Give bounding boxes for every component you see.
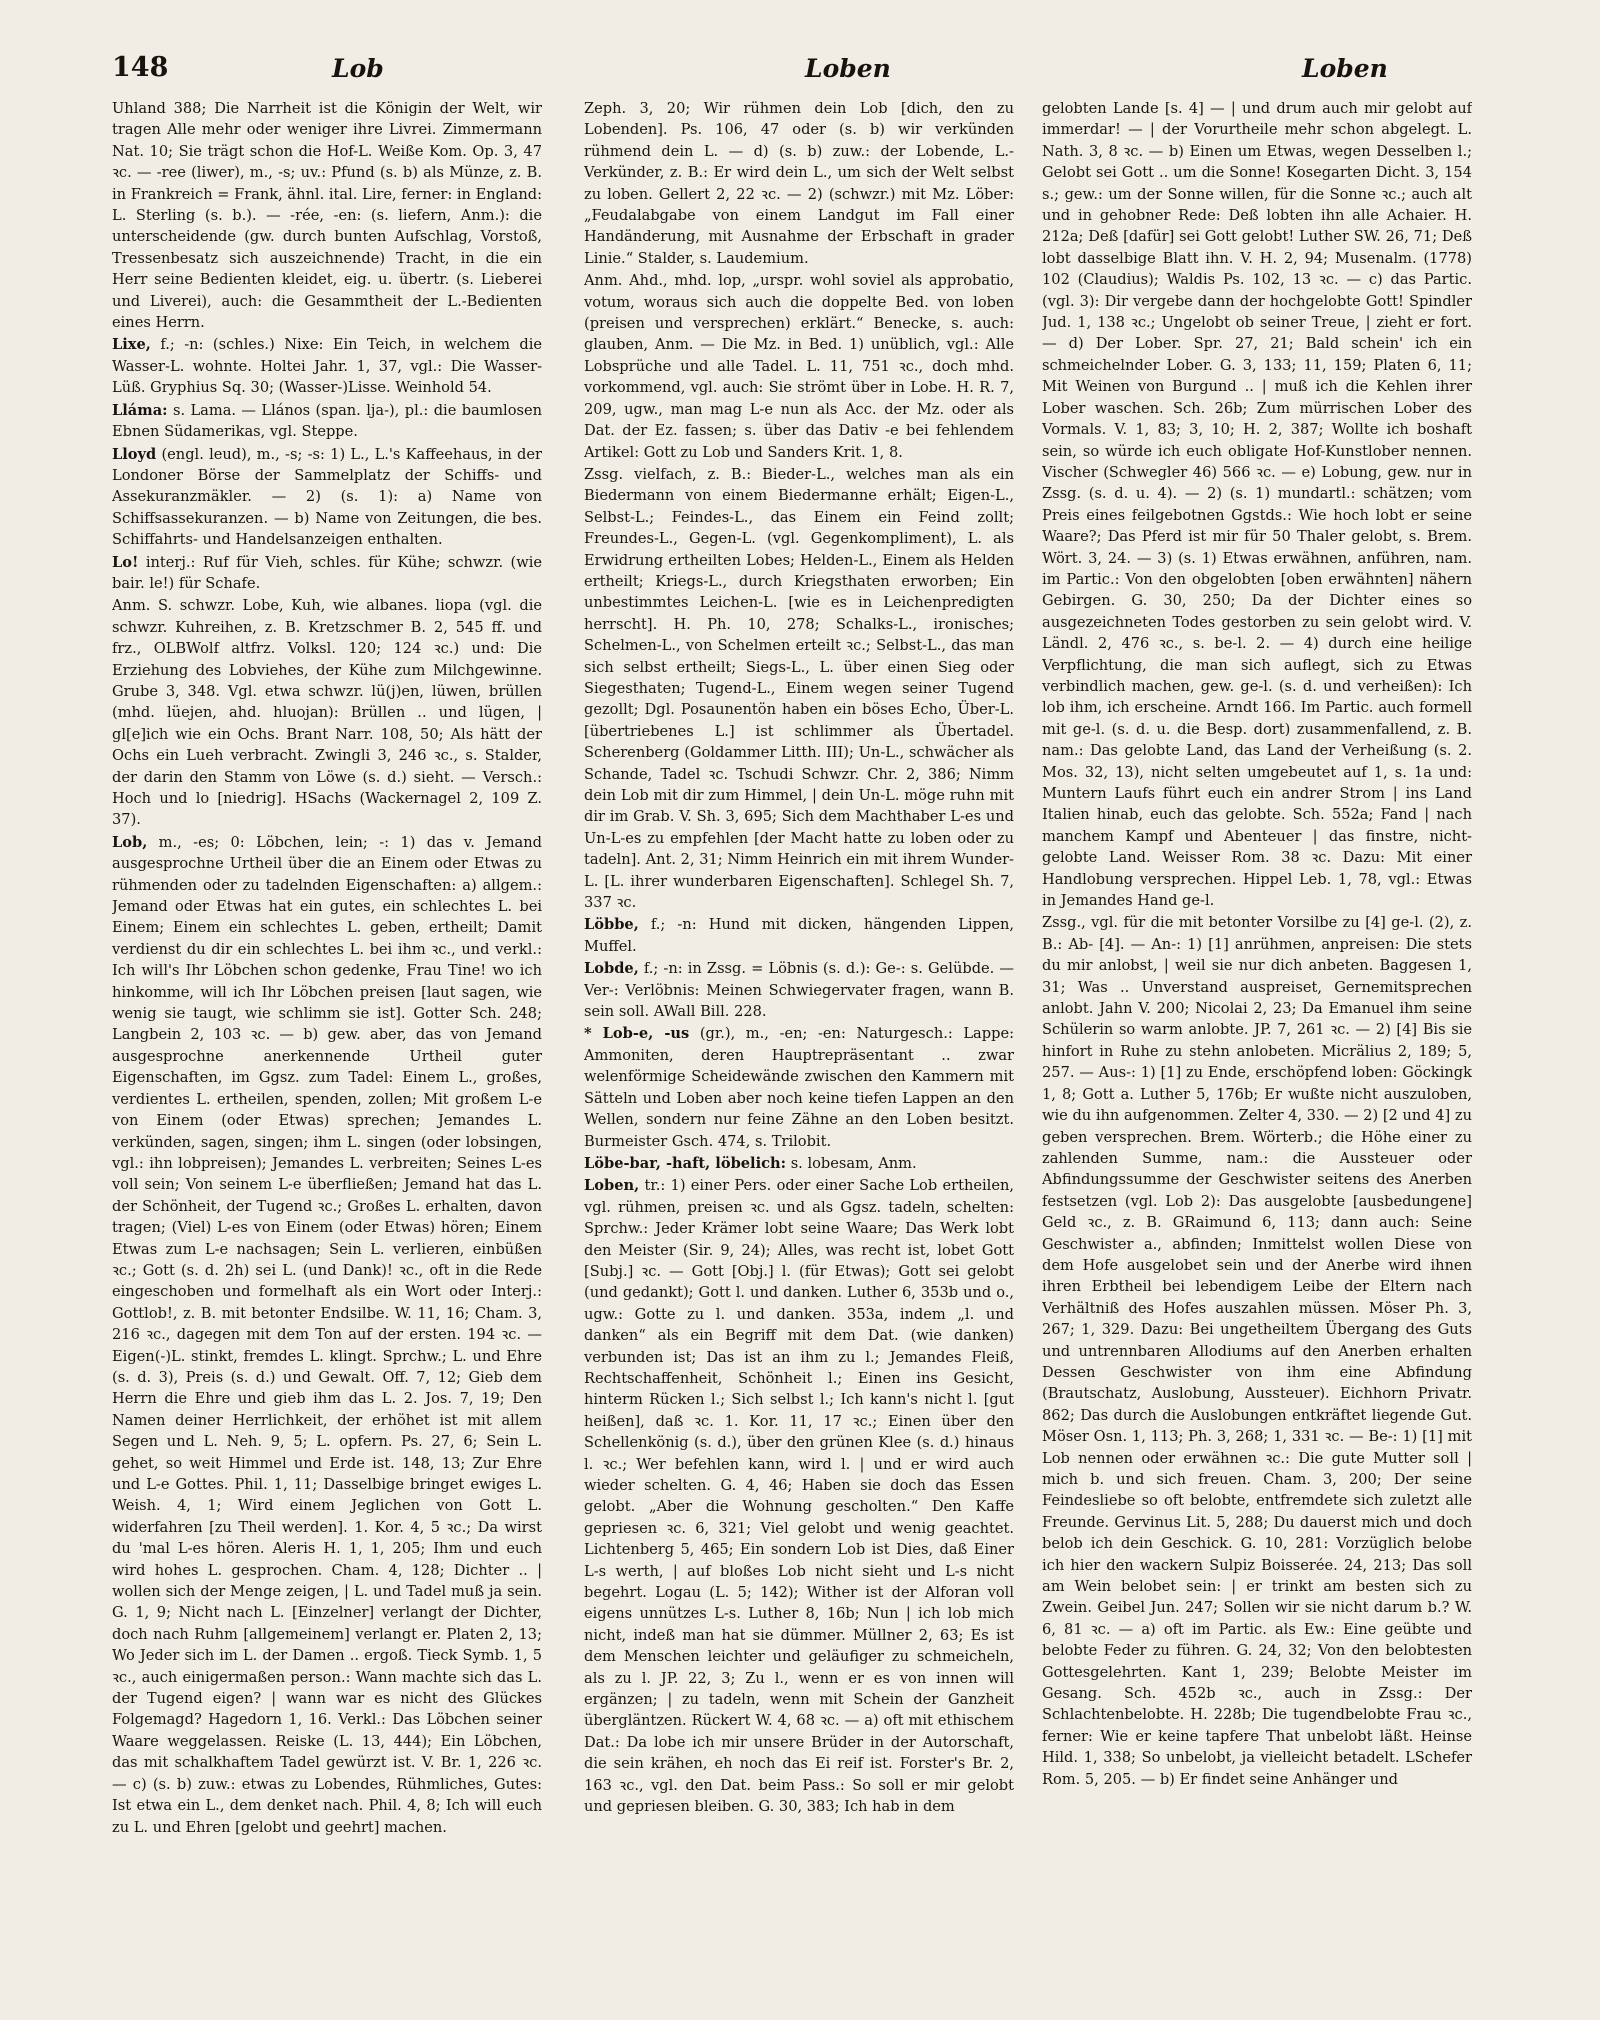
entry-lemma: Löbe-bar, -haft, löbelich: — [584, 1154, 787, 1172]
entry-text: f.; -n: in Zssg. = Löbnis (s. d.): Ge-: s. Gelübde. — Ver-: Verlöbnis: Meinen Schwiegervater fragen, wann B. sein soll. AWall Bill. 228. — [584, 960, 1014, 1021]
text-column-3 — [1042, 98, 1472, 1978]
running-headword-left: Lob — [332, 54, 384, 83]
dictionary-entry — [112, 832, 542, 1838]
dictionary-entry — [584, 98, 1014, 269]
entry-lemma: Lobde, — [584, 960, 639, 978]
entry-lemma: Lláma: — [112, 401, 168, 419]
dictionary-entry — [112, 334, 542, 398]
dictionary-entry — [1042, 912, 1472, 1790]
running-headword-center: Loben — [805, 54, 891, 83]
running-headword-right: Loben — [1302, 54, 1388, 83]
dictionary-entry — [112, 400, 542, 443]
dictionary-entry — [584, 270, 1014, 463]
entry-lemma: Lloyd — [112, 445, 157, 463]
entry-lemma: Löbbe, — [584, 916, 639, 934]
entry-text: f.; -n: (schles.) Nixe: Ein Teich, in welchem die Wasser-L. wohnte. Holtei Jahr. 1, 37, vgl.: Die Wasser-Lüß. Gryphius Sq. 30; (Wasser-)Lisse. Weinhold 54. — [112, 336, 542, 397]
entry-lemma: Lo! — [112, 553, 139, 571]
dictionary-entry — [584, 958, 1014, 1022]
dictionary-entry — [584, 914, 1014, 957]
dictionary-entry — [584, 1175, 1014, 1817]
text-column-2 — [584, 98, 1014, 1978]
entry-text: Anm. S. schwzr. Lobe, Kuh, wie albanes. liopa (vgl. die schwzr. Kuhreihen, z. B. Kretzschmer B. 2, 545 ff. und frz., OLBWolf altfrz. Volksl. 120; 124 ꝛc.) und: Die Erziehung des Lobviehes, der Kühe zum Milchgewinne. Grube 3, 348. Vgl. etwa schwzr. lü(j)en, lüwen, brüllen (mhd. lüejen, ahd. hluojan): Brüllen .. und lügen, | gl[e]ich wie ein Ochs. Brant Narr. 108, 50; Als hätt der Ochs ein Lueh verbracht. Zwingli 3, 246 ꝛc., s. Stalder, der darin den Stamm von Löwe (s. d.) sieht. — Versch.: Hoch und lo [niedrig]. HSachs (Wackernagel 2, 109 Z. 37). — [112, 597, 542, 829]
entry-text: (gr.), m., -en; -en: Naturgesch.: Lappe: Ammoniten, deren Hauptrepräsentant .. zwar welenförmige Scheidewände zwischen den Kammern mit Sätteln und Loben aber noch keine tiefen Lappen an den Wellen, sondern nur feine Zähne an den Loben besitzt. Burmeister Gsch. 474, s. Trilobit. — [584, 1025, 1014, 1150]
entry-lemma: Loben, — [584, 1177, 640, 1195]
entry-text: gelobten Lande [s. 4] — | und drum auch mir gelobt auf immerdar! — | der Vorurtheile mehr schon abgelegt. L. Nath. 3, 8 ꝛc. — b) Einen um Etwas, wegen Desselben l.; Gelobt sei Gott .. um die Sonne! Kosegarten Dicht. 3, 154 s.; gew.: um der Sonne willen, für die Sonne ꝛc.; auch alt und in gehobner Rede: Deß lobten ihn alle Achaier. H. 212a; Deß [dafür] sei Gott gelobt! Luther SW. 26, 71; Deß lobt dasselbige Blatt ihn. V. H. 2, 94; Musenalm. (1778) 102 (Claudius); Waldis Ps. 102, 13 ꝛc. — c) das Partic. (vgl. 3): Dir vergebe dann der hochgelobte Gott! Spindler Jud. 1, 138 ꝛc.; Ungelobt ob seiner Treue, | zieht er fort. — d) Der Lober. Spr. 27, 21; Bald schein' ich ein schmeichelnder Lober. G. 3, 133; 11, 159; Platen 6, 11; Mit Weinen von Burgund .. | muß ich die Kehlen ihrer Lober waschen. Sch. 26b; Zum mürrischen Lober des Vormals. V. 1, 83; 3, 10; H. 2, 387; Wollte ich boshaft sein, so würde ich euch obligate Hof-Kunstlober nennen. Vischer (Schwegler 46) 566 ꝛc. — e) Lobung, gew. nur in Zssg. (s. d. u. 4). — 2) (s. 1) mundartl.: schätzen; vom Preis eines feilgebotnen Ggstds.: Wie hoch lobt er seine Waare?; Das Pferd ist mir für 50 Thaler gelobt, s. Brem. Wört. 3, 24. — 3) (s. 1) Etwas erwähnen, anführen, nam. im Partic.: Von den obgelobten [oben erwähnten] nähern Gebirgen. G. 30, 250; Da der Dichter eines so ausgezeichneten Todes gestorben zu sein gelobt wird. V. Ländl. 2, 476 ꝛc., s. be-l. 2. — 4) durch eine heilige Verpflichtung, die man sich auflegt, sich zu Etwas verbindlich machen, gew. ge-l. (s. d. und verheißen): Ich lob ihm, ich erscheine. Arndt 166. Im Partic. auch formell mit ge-l. (s. d. u. die Besp. dort) zusammenfallend, z. B. nam.: Das gelobte Land, das Land der Verheißung (s. 2. Mos. 32, 13), nicht selten umgebeutet auf 1, s. 1a und: Muntern Laufs führt euch ein andrer Strom | ins Land Italien hinab, euch das gelobte. Sch. 552a; Fand | nach manchem Kampf und Abenteuer | das finstre, nicht-gelobte Land. Weisser Rom. 38 ꝛc. Dazu: Mit einer Handlobung versprechen. Hippel Leb. 1, 78, vgl.: Etwas in Jemandes Hand ge-l. — [1042, 100, 1472, 910]
entry-lemma: * Lob-e, -us — [584, 1025, 690, 1043]
dictionary-entry — [584, 464, 1014, 914]
entry-lemma: Lixe, — [112, 336, 151, 354]
entry-text: Zeph. 3, 20; Wir rühmen dein Lob [dich, den zu Lobenden]. Ps. 106, 47 oder (s. b) wir verkünden rühmend dein L. — d) (s. b) zuw.: der Lobende, L.-Verkünder, z. B.: Er wird dein L., um sich der Welt selbst zu loben. Gellert 2, 22 ꝛc. — 2) (schwzr.) mit Mz. Löber: „Feudalabgabe von einem Landgut im Fall einer Handänderung, mit Ausnahme der Erbschaft in grader Linie.“ Stalder, s. Laudemium. — [584, 100, 1014, 267]
dictionary-entry — [112, 444, 542, 551]
dictionary-entry — [112, 595, 542, 830]
entry-text: Anm. Ahd., mhd. lop, „urspr. wohl soviel als approbatio, votum, woraus sich auch die doppelte Bed. von loben (preisen und versprechen) erklärt.“ Benecke, s. auch: glauben, Anm. — Die Mz. in Bed. 1) unüblich, vgl.: Alle Lobsprüche und alle Tadel. L. 11, 751 ꝛc., doch mhd. vorkommend, vgl. auch: Sie strömt über in Lobe. H. R. 7, 209, ugw., man mag L-e nun als Acc. der Mz. oder als Dat. der Ez. fassen; s. über das Dativ -e bei fehlendem Artikel: Gott zu Lob und Sanders Krit. 1, 8. — [584, 272, 1014, 461]
dictionary-entry — [584, 1023, 1014, 1151]
page-number: 148 — [112, 52, 169, 83]
dictionary-entry — [112, 98, 542, 333]
page-header — [112, 52, 1467, 92]
dictionary-entry — [1042, 98, 1472, 911]
entry-text: s. lobesam, Anm. — [790, 1154, 917, 1172]
entry-text: interj.: Ruf für Vieh, schles. für Kühe; schwzr. (wie bair. le!) für Schafe. — [112, 553, 542, 592]
entry-text: tr.: 1) einer Pers. oder einer Sache Lob ertheilen, vgl. rühmen, preisen ꝛc. und als Ggsz. tadeln, schelten: Sprchw.: Jeder Krämer lobt seine Waare; Das Werk lobt den Meister (Sir. 9, 24); Alles, was recht ist, lobet Gott [Subj.] ꝛc. — Gott [Obj.] l. (für Etwas); Gott sei gelobt (und gedankt); Gott l. und danken. Luther 6, 353b und o., ugw.: Gotte zu l. und danken. 353a, indem „l. und danken“ als ein Begriff mit dem Dat. (wie danken) verbunden ist; Das ist an ihm zu l.; Jemandes Fleiß, Rechtschaffenheit, Schönheit l.; Einen ins Gesicht, hinterm Rücken l.; Sich selbst l.; Ich kann's nicht l. [gut heißen], daß ꝛc. 1. Kor. 11, 17 ꝛc.; Einen über den Schellenkönig (s. d.), über den grünen Klee (s. d.) hinaus l. ꝛc.; Wer befehlen kann, wird l. | und er wird auch wieder schelten. G. 4, 46; Haben sie doch das Essen gelobt. „Aber die Wohnung gescholten.“ Den Kaffe gepriesen ꝛc. 6, 321; Viel gelobt und wenig geachtet. Lichtenberg 5, 465; Ein sondern Lob ist Dies, daß Einer L-s werth, | auf bloßes Lob nicht sieht und L-s nicht begehrt. Logau (L. 5; 142); Wither ist der Alforan voll eigens unnützes L-s. Luther 8, 16b; Nun | ich lob mich nicht, indeß man hat sie dümmer. Müllner 2, 63; Es ist dem Menschen leichter und geläufiger zu schmeicheln, als zu l. JP. 22, 3; Zu l., wenn er es von innen will ergänzen; | zu tadeln, wenn mit Schein der Ganzheit übergläntzen. Rückert W. 4, 68 ꝛc. — a) oft mit ethischem Dat.: Da lobe ich mir unsere Brüder in der Autorschaft, die sein krähen, eh noch das Ei reif ist. Forster's Br. 2, 163 ꝛc., vgl. den Dat. beim Pass.: So soll er mir gelobt und gepriesen bleiben. G. 30, 383; Ich hab in dem — [584, 1177, 1014, 1816]
entry-text: f.; -n: Hund mit dicken, hängenden Lippen, Muffel. — [584, 916, 1014, 955]
entry-text: (engl. leud), m., -s; -s: 1) L., L.'s Kaffeehaus, in der Londoner Börse der Sammelplatz der Schiffs- und Assekuranzmäkler. — 2) (s. 1): a) Name von Schiffsassekuranzen. — b) Name von Zeitungen, die bes. Schiffahrts- und Handelsanzeigen enthalten. — [112, 445, 542, 549]
entry-lemma: Lob, — [112, 833, 148, 851]
entry-text: Uhland 388; Die Narrheit ist die Königin der Welt, wir tragen Alle mehr oder weniger ihre Livrei. Zimmermann Nat. 10; Sie trägt schon die Hof-L. Weiße Kom. Op. 3, 47 ꝛc. — -ree (liwer), m., -s; uv.: Pfund (s. b) als Münze, z. B. in Frankreich = Frank, ähnl. ital. Lire, ferner: in England: L. Sterling (s. b.). — -rée, -en: (s. liefern, Anm.): die unterscheidende (gw. durch bunten Aufschlag, Vorstoß, Tressenbesatz sich auszeichnende) Tracht, in die ein Herr seine Bedienten kleidet, eig. u. übertr. (s. Lieberei und Liverei), auch: die Gesammtheit der L.-Bedienten eines Herrn. — [112, 100, 542, 332]
text-column-1 — [112, 98, 542, 1978]
dictionary-entry — [584, 1153, 1014, 1174]
entry-text: Zssg. vielfach, z. B.: Bieder-L., welches man als ein Biedermann von einem Biedermanne erhält; Eigen-L., Selbst-L.; Feindes-L., das Einem ein Feind zollt; Freundes-L., Gegen-L. (vgl. Gegenkompliment), L. als Erwidrung ertheilten Lobes; Helden-L., Einem als Helden ertheilt; Kriegs-L., durch Kriegsthaten erworben; Ein unbestimmtes Leichen-L. [wie es in Leichenpredigten herrscht]. H. Ph. 10, 278; Schalks-L., ironisches; Schelmen-L., von Schelmen erteilt ꝛc.; Selbst-L., das man sich selbst ertheilt; Siegs-L., L. über einen Sieg oder Siegesthaten; Tugend-L., Einem wegen seiner Tugend gezollt; Dgl. Posaunentön haben ein böses Echo, Über-L. [übertriebenes L.] ist schlimmer als Übertadel. Scherenberg (Goldammer Litth. III); Un-L., schwächer als Schande, Tadel ꝛc. Tschudi Schwzr. Chr. 2, 386; Nimm dein Lob mit dir zum Himmel, | dein Un-L. möge ruhn mit dir im Grab. V. Sh. 3, 695; Sich dem Machthaber L-es und Un-L-es zu empfehlen [der Macht hatte zu loben oder zu tadeln]. Ant. 2, 31; Nimm Heinrich ein mit ihrem Wunder-L. [L. ihrer wunderbaren Eigenschaften]. Schlegel Sh. 7, 337 ꝛc. — [584, 465, 1014, 912]
entry-text: m., -es; 0: Löbchen, lein; -: 1) das v. Jemand ausgesprochne Urtheil über die an Einem oder Etwas zu rühmenden oder zu tadelnden Eigenschaften: a) allgem.: Jemand oder Etwas hat ein gutes, ein schlechtes L. bei Einem; Einem ein schlechtes L. geben, ertheilt; Damit verdienst du dir ein schlechtes L. bei ihm ꝛc., und verkl.: Ich will's Ihr Löbchen schon gedenke, Frau Tine! wo ich hinkomme, will ich Ihr Löbchen preisen [laut sagen, wie wenig sie taugt, wie schlimm sie ist]. Gotter Sch. 248; Langbein 2, 103 ꝛc. — b) gew. aber, das von Jemand ausgesprochne anerkennende Urtheil guter Eigenschaften, im Ggsz. zum Tadel: Einem L., großes, verdientes L. ertheilen, spenden, zollen; Mit großem L-e von Einem (oder Etwas) sprechen; Jemandes L. verkünden, sagen, singen; ihm L. singen (oder lobsingen, vgl.: ihn lobpreisen); Jemandes L. verbreiten; Seines L-es voll sein; Von seinem L-e überfließen; Jemand hat das L. der Schönheit, der Tugend ꝛc.; Großes L. erhalten, davon tragen; (Viel) L-es von Einem (oder Etwas) hören; Einem Etwas zum L-e nachsagen; Sein L. verlieren, einbüßen ꝛc.; Gott (s. d. 2h) sei L. (und Dank)! ꝛc., oft in die Rede eingeschoben und formelhaft als ein Wort oder Interj.: Gottlob!, z. B. mit betonter Endsilbe. W. 11, 16; Cham. 3, 216 ꝛc., dagegen mit dem Ton auf der ersten. 194 ꝛc. — Eigen(-)L. stinkt, fremdes L. klingt. Sprchw.; L. und Ehre (s. d. 3), Preis (s. d.) und Gewalt. Off. 7, 12; Gieb dem Herrn die Ehre und gieb ihm das L. 2. Jos. 7, 19; Den Namen deiner Herrlichkeit, der erhöhet ist mit allem Segen und L. Neh. 9, 5; L. opfern. Ps. 27, 6; Sein L. gehet, so weit Himmel und Erde ist. 148, 13; Zur Ehre und L-e Gottes. Phil. 1, 11; Dasselbige bringet ewiges L. Weish. 4, 1; Wird einem Jeglichen von Gott L. widerfahren [zu Theil werden]. 1. Kor. 4, 5 ꝛc.; Da wirst du 'mal L-es hören. Aleris H. 1, 1, 205; Ihm und euch wird hohes L. gesprochen. Cham. 4, 128; Dichter .. | wollen sich der Menge zeigen, | L. und Tadel muß ja sein. G. 1, 9; Nicht nach L. [Einzelner] verlangt der Dichter, doch nach Ruhm [allgemeinem] verlangt er. Platen 2, 13; Wo Jeder sich im L. der Damen .. ergoß. Tieck Symb. 1, 5 ꝛc., auch einigermaßen person.: Wann machte sich das L. der Tugend eigen? | wann war es nicht des Glückes Folgemagd? Hagedorn 1, 16. Verkl.: Das Löbchen seiner Waare weggelassen. Reiske (L. 13, 444); Ein Löbchen, das mit schalkhaftem Tadel gewürzt ist. V. Br. 1, 226 ꝛc. — c) (s. b) zuw.: etwas zu Lobendes, Rühmliches, Gutes: Ist etwa ein L., dem denket nach. Phil. 4, 8; Ich will euch zu L. und Ehren [gelobt und geehrt] machen. — [112, 833, 542, 1836]
entry-text: Zssg., vgl. für die mit betonter Vorsilbe zu [4] ge-l. (2), z. B.: Ab- [4]. — An-: 1) [1] anrühmen, anpreisen: Die stets du mir anlobst, | weil sie nur dich anbeten. Baggesen 1, 31; Was .. Unverstand auspreiset, Gernemitsprechen anlobt. Jahn V. 200; Nicolai 2, 23; Da Emanuel ihm seine Schülerin so warm anlobte. JP. 7, 261 ꝛc. — 2) [4] Bis sie hinfort in Ruhe zu stehn anlobeten. Micrälius 2, 189; 5, 257. — Aus-: 1) [1] zu Ende, erschöpfend loben: Göckingk 1, 8; Gott a. Luther 5, 176b; Er wußte nicht auszuloben, wie du ihn aufgenommen. Zelter 4, 330. — 2) [2 und 4] zu geben versprechen. Brem. Wörterb.; die Höhe einer zu zahlenden Summe, nam.: die Aussteuer oder Abfindungssumme der Geschwister seitens des Anerben festsetzen (vgl. Lob 2): Das ausgelobte [ausbedungene] Geld ꝛc., z. B. GRaimund 6, 113; dann auch: Seine Geschwister a., abfinden; Inmittelst wollen Diese von dem Hofe ausgelobet sein und der Anerbe wird ihnen ihren Erbtheil bei lebendigem Leibe der Eltern nach Verhältniß des Hofes auszahlen müssen. Möser Ph. 3, 267; 1, 329. Dazu: Bei ungetheiltem Übergang des Guts und untrennbaren Allodiums auf den Anerben erhalten Dessen Geschwister von ihm eine Abfindung (Brautschatz, Auslobung, Aussteuer). Eichhorn Privatr. 862; Das durch die Auslobungen entkräftet liegende Gut. Möser Osn. 1, 113; Ph. 3, 268; 1, 331 ꝛc. — Be-: 1) [1] mit Lob nennen oder erwähnen ꝛc.: Die gute Mutter soll | mich b. und sich freuen. Cham. 3, 200; Der seine Feindesliebe so oft belobte, entfremdete sich zuletzt alle Freunde. Gervinus Lit. 5, 288; Du dauerst mich und doch belob ich dein Geschick. G. 10, 281: Vorzüglich belobe ich hier den wackern Sulpiz Boisserée. 24, 213; Das soll am Wein belobet sein: | er trinkt am besten sich zu Zwein. Geibel Jun. 247; Sollen wir sie nicht darum b.? W. 6, 81 ꝛc. — a) oft im Partic. als Ew.: Eine geübte und belobte Feder zu führen. G. 24, 32; Von den belobtesten Gottesgelehrten. Kant 1, 239; Belobte Meister im Gesang. Sch. 452b ꝛc., auch in Zssg.: Der Schlachtenbelobte. H. 228b; Die tugendbelobte Frau ꝛc., ferner: Wie er keine tapfere That unbelobt läßt. Heinse Hild. 1, 338; So unbelobt, ja vielleicht betadelt. LSchefer Rom. 5, 205. — b) Er findet seine Anhänger und — [1042, 914, 1472, 1788]
entry-text: s. Lama. — Llános (span. lja-), pl.: die baumlosen Ebnen Südamerikas, vgl. Steppe. — [112, 401, 542, 441]
dictionary-entry — [112, 552, 542, 595]
